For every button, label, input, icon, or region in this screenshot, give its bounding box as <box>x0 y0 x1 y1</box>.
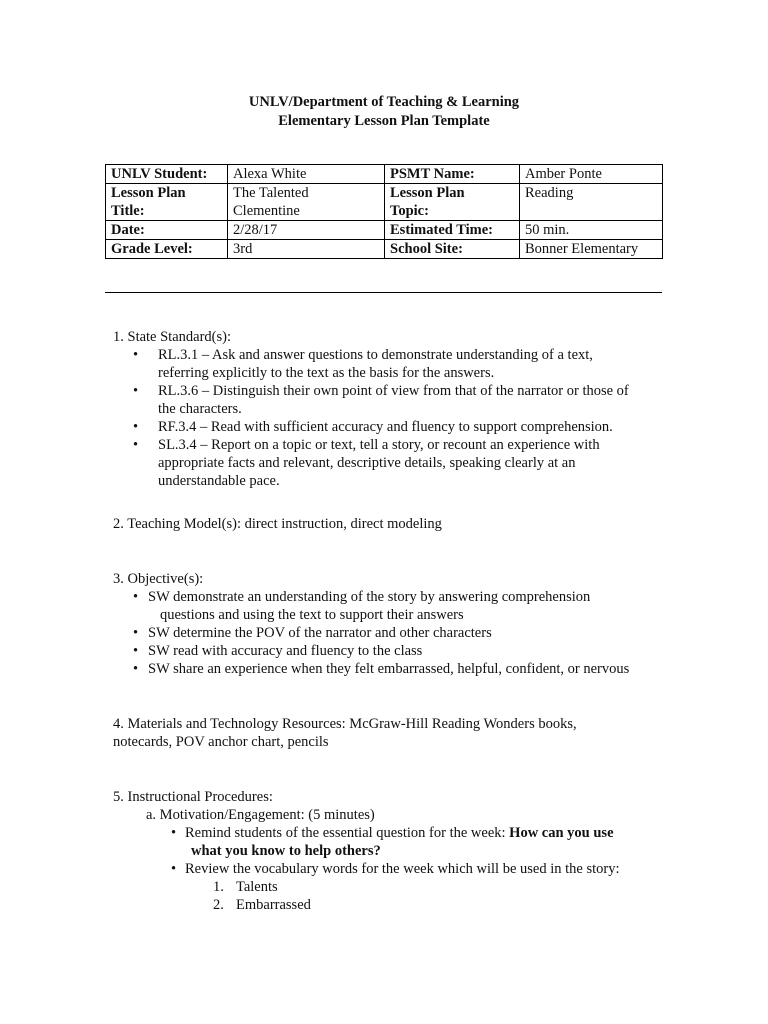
list-item <box>113 382 653 418</box>
vocab-word: Embarrassed <box>236 897 311 913</box>
procedures-section <box>113 788 653 914</box>
state-standards-section <box>113 328 653 490</box>
lesson-title-value <box>228 184 385 221</box>
standard-text-line2: the characters. <box>158 401 242 417</box>
school-site-value: Bonner Elementary <box>520 240 663 259</box>
school-site-label: School Site: <box>385 240 520 259</box>
estimated-time-value: 50 min. <box>520 221 663 240</box>
vocab-word: Talents <box>236 879 278 895</box>
horizontal-divider <box>105 292 662 293</box>
lesson-title-label <box>106 184 228 221</box>
lesson-title-label-line2: Title: <box>111 203 145 219</box>
lesson-title-label-line1: Lesson Plan <box>111 185 186 201</box>
lesson-info-table <box>105 164 663 259</box>
list-item <box>113 642 653 660</box>
standard-text-line1: RF.3.4 – Read with sufficient accuracy and fluency to support comprehension. <box>158 419 613 435</box>
list-item <box>171 824 653 860</box>
procedures-heading: 5. Instructional Procedures: <box>113 789 273 805</box>
vocab-number: 1. <box>213 879 224 895</box>
motivation-subheading: a. Motivation/Engagement: (5 minutes) <box>146 807 375 823</box>
list-item <box>113 418 653 436</box>
list-item <box>213 896 653 914</box>
state-standards-heading: 1. State Standard(s): <box>113 329 231 345</box>
document-title <box>0 93 768 131</box>
table-row <box>106 184 663 221</box>
standard-text-line2: referring explicitly to the text as the basis for the answers. <box>158 365 495 381</box>
list-item <box>171 860 653 878</box>
objective-text-line1: SW demonstrate an understanding of the story by answering comprehension <box>148 589 591 605</box>
date-label: Date: <box>106 221 228 240</box>
list-item <box>113 624 653 642</box>
bullet-icon: • <box>133 419 139 435</box>
vocab-number: 2. <box>213 897 224 913</box>
bullet-icon: • <box>171 861 177 877</box>
lesson-topic-value: Reading <box>520 184 663 221</box>
standard-text-line1: SL.3.4 – Report on a topic or text, tell a story, or recount an experience with <box>158 437 600 453</box>
materials-section <box>113 715 653 751</box>
grade-level-label: Grade Level: <box>106 240 228 259</box>
list-item <box>113 436 653 490</box>
lesson-title-value-line1: The Talented <box>233 185 309 201</box>
vocabulary-list <box>113 878 653 914</box>
vocabulary-review-text: Review the vocabulary words for the week which will be used in the story: <box>185 861 620 877</box>
motivation-list <box>113 824 653 878</box>
bullet-icon: • <box>133 347 139 363</box>
list-item <box>113 346 653 382</box>
objective-text-line1: SW read with accuracy and fluency to the class <box>148 643 423 659</box>
list-item <box>213 878 653 896</box>
lesson-topic-label <box>385 184 520 221</box>
standard-text-line1: RL.3.1 – Ask and answer questions to demonstrate understanding of a text, <box>158 347 593 363</box>
teaching-model-section <box>113 515 653 533</box>
bullet-icon: • <box>133 589 139 605</box>
student-label: UNLV Student: <box>106 165 228 184</box>
teaching-model-text: 2. Teaching Model(s): direct instruction, direct modeling <box>113 516 442 532</box>
psmt-value: Amber Ponte <box>520 165 663 184</box>
table-row <box>106 221 663 240</box>
bullet-icon: • <box>133 643 139 659</box>
essential-question-line1: How can you use <box>509 825 614 841</box>
lesson-title-value-line2: Clementine <box>233 203 300 219</box>
objective-text-line1: SW determine the POV of the narrator and other characters <box>148 625 492 641</box>
objectives-section <box>113 570 653 678</box>
materials-text-line2: notecards, POV anchor chart, pencils <box>113 734 329 750</box>
lesson-topic-label-line2: Topic: <box>390 203 429 219</box>
list-item <box>113 588 653 624</box>
grade-level-value: 3rd <box>228 240 385 259</box>
date-value: 2/28/17 <box>228 221 385 240</box>
bullet-icon: • <box>133 437 139 453</box>
department-title: UNLV/Department of Teaching & Learning <box>248 94 520 110</box>
objectives-heading: 3. Objective(s): <box>113 571 204 587</box>
objective-text-line1: SW share an experience when they felt embarrassed, helpful, confident, or nervous <box>148 661 630 677</box>
student-value: Alexa White <box>228 165 385 184</box>
essential-question-line2: what you know to help others? <box>191 843 381 859</box>
objective-text-line2: questions and using the text to support their answers <box>160 607 464 623</box>
bullet-icon: • <box>133 383 139 399</box>
estimated-time-label: Estimated Time: <box>385 221 520 240</box>
bullet-icon: • <box>133 661 139 677</box>
table-row <box>106 240 663 259</box>
standard-text-line2: appropriate facts and relevant, descriptive details, speaking clearly at an <box>158 455 576 471</box>
psmt-label: PSMT Name: <box>385 165 520 184</box>
list-item <box>113 660 653 678</box>
bullet-icon: • <box>133 625 139 641</box>
standard-text-line3: understandable pace. <box>158 473 280 489</box>
materials-text-line1: 4. Materials and Technology Resources: McGraw-Hill Reading Wonders books, <box>113 716 577 732</box>
template-title: Elementary Lesson Plan Template <box>278 113 490 129</box>
standard-text-line1: RL.3.6 – Distinguish their own point of view from that of the narrator or those of <box>158 383 629 399</box>
lesson-topic-label-line1: Lesson Plan <box>390 185 465 201</box>
objectives-list <box>113 588 653 678</box>
bullet-icon: • <box>171 825 177 841</box>
essential-question-prompt: Remind students of the essential question for the week: <box>185 825 510 841</box>
table-row <box>106 165 663 184</box>
standards-list <box>113 346 653 490</box>
